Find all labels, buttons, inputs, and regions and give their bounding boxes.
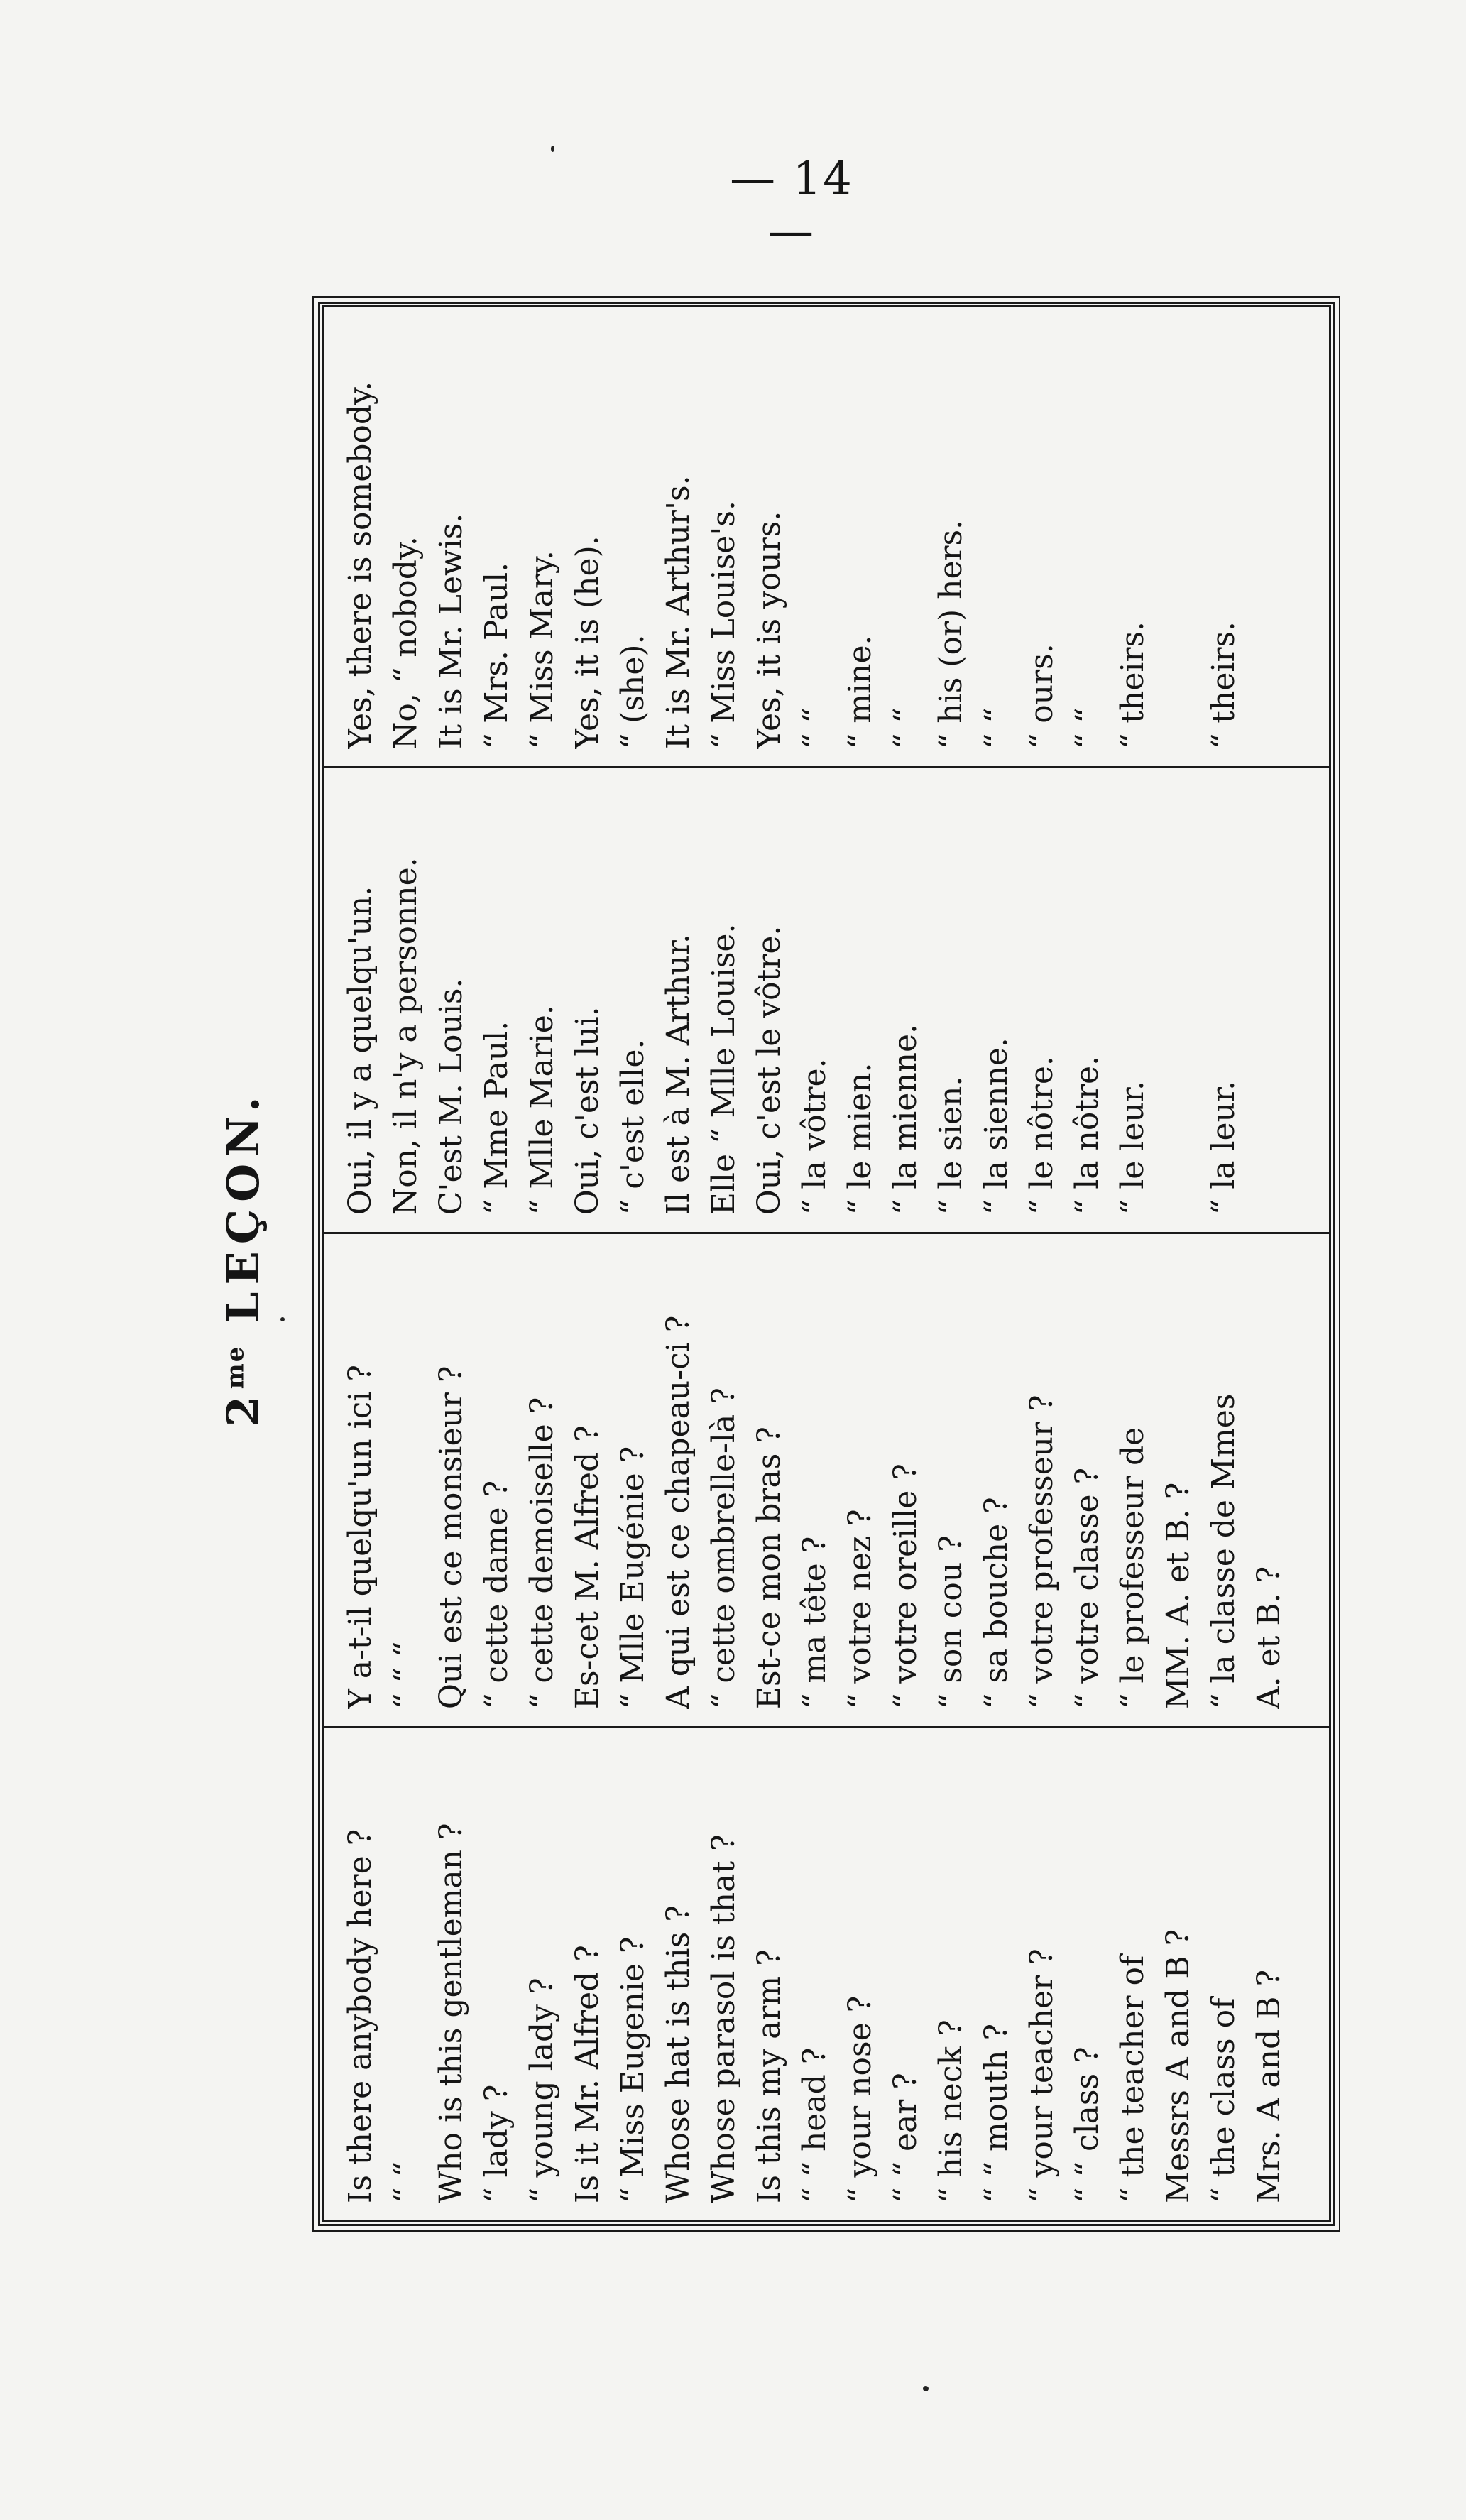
- table-row: “ lady ?: [478, 2084, 515, 2203]
- table-row: A qui est ce chapeau-ci ?: [660, 1315, 696, 1710]
- table-row: “ “: [887, 707, 924, 750]
- table-row: “ la vôtre.: [797, 1058, 833, 1216]
- table-row: “ ma tête ?: [797, 1536, 833, 1710]
- table-row: [1156, 768, 1201, 1215]
- table-row: “ Mlle Eugénie ?: [615, 1446, 651, 1710]
- table-row: Is it Mr. Alfred ?: [569, 1945, 606, 2203]
- table-row: C'est M. Louis.: [433, 978, 469, 1216]
- table-row: “ the class of: [1205, 1997, 1242, 2203]
- table-row: Yes, it is yours.: [751, 511, 787, 750]
- table-row: Yes, it is (he).: [569, 535, 606, 750]
- table-row: “ “ head ?: [797, 2047, 833, 2203]
- table-row: “ the teacher of: [1115, 1955, 1151, 2203]
- page-speck: [280, 1317, 285, 1321]
- page-speck: [551, 146, 554, 152]
- heading-title: LEÇON.: [217, 1089, 269, 1324]
- table-row: “ votre nez ?: [842, 1509, 878, 1710]
- table-row: [1156, 307, 1201, 749]
- table-row: “ “: [797, 707, 833, 750]
- english-answers-column: [324, 307, 1329, 766]
- table-row: “ Mme Paul.: [478, 1020, 515, 1216]
- table-row: “ your nose ?: [842, 1995, 878, 2203]
- table-row: Oui, il y a quelqu'un.: [342, 885, 378, 1216]
- table-row: “ la leur.: [1205, 1080, 1242, 1216]
- lesson-table: [217, 302, 1335, 2226]
- table-row: Mrs. A and B ?: [1251, 1969, 1287, 2203]
- table-row: Non, il n'y a personne.: [388, 857, 424, 1216]
- table-row: “ young lady ?: [524, 1978, 560, 2203]
- table-row: “ his (or) hers.: [933, 519, 969, 750]
- table-row: “ cette demoiselle ?: [524, 1397, 560, 1710]
- table-row: “ le sien.: [933, 1076, 969, 1216]
- table-row: Elle “ Mlle Louise.: [706, 923, 742, 1216]
- table-row: “ sa bouche ?: [978, 1497, 1014, 1710]
- table-row: “ le nôtre.: [1024, 1056, 1060, 1216]
- table-row: Oui, c'est lui.: [569, 1006, 606, 1216]
- table-row: No, “ nobody.: [388, 536, 424, 750]
- table-row: Est-ce mon bras ?: [751, 1427, 787, 1710]
- table-row: “ Miss Eugenie ?: [615, 1936, 651, 2203]
- table-row: Yes, there is somebody.: [342, 381, 378, 750]
- table-row: [1247, 307, 1292, 749]
- table-row: “ your teacher ?: [1024, 1948, 1060, 2203]
- rotated-table-wrapper: [217, 302, 1335, 2226]
- table-row: “ (she).: [615, 634, 651, 750]
- lesson-heading: [217, 296, 269, 2220]
- table-row: “ Miss Louise's.: [706, 501, 742, 750]
- table-row: [1247, 768, 1292, 1215]
- table-row: “ Mlle Marie.: [524, 1005, 560, 1216]
- table-row: Il est à M. Arthur.: [660, 933, 696, 1216]
- table-row: “ “ “: [388, 1641, 424, 1710]
- table-row: Is this my arm ?: [751, 1949, 787, 2203]
- table-row: “ la nôtre.: [1069, 1055, 1105, 1216]
- table-row: “ votre professeur ?: [1024, 1395, 1060, 1710]
- table-row: “ votre oreille ?: [887, 1463, 924, 1710]
- table-row: “ c'est elle.: [615, 1039, 651, 1216]
- table-row: It is Mr. Lewis.: [433, 513, 469, 750]
- table-row: “ son cou ?: [933, 1535, 969, 1710]
- table-row: Is there anybody here ?: [342, 1828, 378, 2203]
- table-row: Oui, c'est le vôtre.: [751, 925, 787, 1216]
- table-row: “ “: [1069, 707, 1105, 750]
- table-row: “ theirs.: [1205, 621, 1242, 750]
- table-row: “ la classe de Mmes: [1205, 1393, 1242, 1710]
- heading-prefix: 2: [217, 1389, 269, 1427]
- table-row: “ la mienne.: [887, 1023, 924, 1216]
- table-row: “ le professeur de: [1115, 1427, 1151, 1710]
- table-row: “ le leur.: [1115, 1081, 1151, 1216]
- table-row: Who is this gentleman ?: [433, 1823, 469, 2203]
- table-row: “ Miss Mary.: [524, 550, 560, 750]
- table-row: “ cette ombrelle-là ?: [706, 1387, 742, 1710]
- table-row: Whose hat is this ?: [660, 1905, 696, 2203]
- table-row: “ la sienne.: [978, 1037, 1014, 1216]
- table-row: “ theirs.: [1115, 621, 1151, 750]
- table-row: A. et B. ?: [1251, 1566, 1287, 1710]
- table-row: “ his neck ?: [933, 2019, 969, 2203]
- table-row: “ cette dame ?: [478, 1480, 515, 1710]
- table-row: Messrs A and B ?: [1160, 1929, 1196, 2203]
- page-number: — 14 —: [730, 153, 853, 258]
- heading-prefix-sup: me: [221, 1345, 250, 1390]
- table-row: “ “: [978, 707, 1014, 750]
- french-answers-column: [324, 766, 1329, 1232]
- table-row: Es-cet M. Alfred ?: [569, 1425, 606, 1710]
- table-row: “ votre classe ?: [1069, 1467, 1105, 1710]
- table-row: Y a-t-il quelqu'un ici ?: [342, 1365, 378, 1710]
- table-row: Qui est ce monsieur ?: [433, 1365, 469, 1710]
- table-row: “ “ ear ?: [887, 2073, 924, 2203]
- table-row: “ ours.: [1024, 643, 1060, 750]
- table-row: MM. A. et B. ?: [1160, 1482, 1196, 1710]
- table-row: “ “ mouth ?: [978, 2023, 1014, 2203]
- table-row: “ “ class ?: [1069, 2046, 1105, 2203]
- table-row: “ Mrs. Paul.: [478, 562, 515, 750]
- page-speck: [923, 2386, 929, 2391]
- french-questions-column: [324, 1232, 1329, 1726]
- table-row: It is Mr. Arthur's.: [660, 475, 696, 750]
- table-row: Whose parasol is that ?: [706, 1834, 742, 2203]
- english-questions-column: [324, 1726, 1329, 2220]
- table-row: “ le mien.: [842, 1062, 878, 1216]
- table-row: “ mine.: [842, 635, 878, 750]
- table-row: “ “: [388, 2161, 424, 2203]
